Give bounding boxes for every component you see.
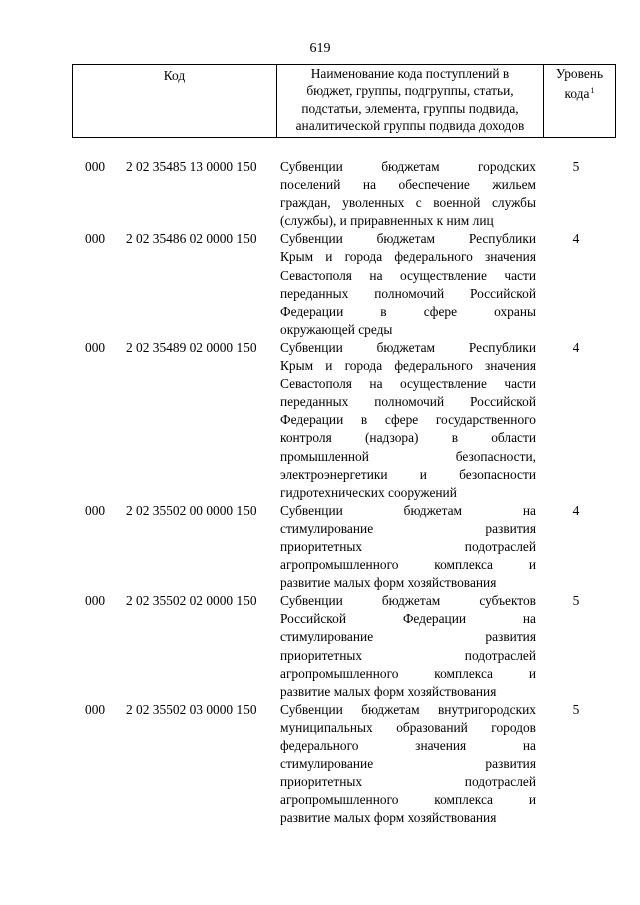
code-level: 5 — [572, 593, 580, 609]
code-level: 5 — [572, 701, 580, 717]
header-name-line: бюджет, группы, подгруппы, статьи, — [306, 83, 514, 99]
revenue-name-line: электроэнергетики и безопасности — [280, 466, 536, 482]
revenue-name-line: гидротехнических сооружений — [280, 484, 457, 500]
revenue-name-line: развитие малых форм хозяйствования — [280, 810, 497, 826]
table-row — [0, 502, 640, 592]
revenue-name-line: окружающей среды — [280, 321, 393, 337]
revenue-name-line: развитие малых форм хозяйствования — [280, 683, 497, 699]
revenue-name — [280, 502, 536, 592]
revenue-code: 2 02 35502 03 0000 150 — [126, 701, 257, 717]
page-number: 619 — [309, 41, 331, 56]
admin-code: 000 — [85, 593, 106, 609]
code-level: 4 — [572, 502, 580, 518]
table-body — [0, 158, 640, 827]
header-name-line: Наименование кода поступлений в — [310, 66, 510, 81]
revenue-code: 2 02 35485 13 0000 150 — [126, 159, 257, 174]
revenue-name-line: Субвенции бюджетам Республики — [280, 231, 536, 247]
header-name — [277, 65, 544, 138]
revenue-name-line: Субвенции бюджетам городских — [280, 159, 536, 174]
revenue-code: 2 02 35486 02 0000 150 — [126, 231, 257, 247]
revenue-name — [280, 230, 536, 339]
revenue-name-line: промышленной безопасности, — [280, 448, 536, 464]
revenue-code: 2 02 35502 00 0000 150 — [126, 502, 257, 518]
revenue-name — [280, 701, 536, 828]
code-level: 4 — [572, 231, 580, 247]
revenue-name-line: граждан, уволенных с военной службы — [280, 195, 536, 211]
revenue-name-line: муниципальных образований городов — [280, 719, 536, 735]
header-code — [73, 65, 277, 138]
revenue-name-line: (службы), и приравненных к ним лиц — [280, 213, 494, 229]
footnote-marker: 1 — [590, 86, 595, 96]
table-row — [0, 158, 640, 230]
code-level: 4 — [572, 339, 580, 355]
revenue-name-line: Субвенции бюджетам внутригородских — [280, 701, 536, 717]
admin-code: 000 — [85, 701, 106, 717]
revenue-name-line: приоритетных подотраслей — [280, 774, 536, 790]
revenue-name-line: федерального значения на — [280, 738, 536, 753]
code-level: 5 — [572, 159, 580, 174]
header-level — [544, 65, 616, 138]
revenue-code: 2 02 35489 02 0000 150 — [126, 339, 257, 355]
revenue-name-line: Субвенции бюджетам на — [280, 502, 536, 518]
revenue-name-line: стимулирование развития — [280, 756, 536, 772]
revenue-name-line: Севастополя на осуществление части — [280, 267, 536, 283]
admin-code: 000 — [85, 231, 106, 247]
revenue-name-line: Севастополя на осуществление части — [280, 376, 536, 392]
revenue-name-line: Федерации в сфере охраны — [280, 303, 536, 319]
revenue-name — [280, 158, 536, 230]
revenue-name-line: агропромышленного комплекса и — [280, 792, 536, 808]
header-name-line: аналитической группы подвида доходов — [295, 118, 525, 134]
header-code-label: Код — [163, 68, 186, 83]
revenue-code: 2 02 35502 02 0000 150 — [126, 593, 257, 609]
table-row — [0, 230, 640, 339]
revenue-name-line: агропромышленного комплекса и — [280, 665, 536, 681]
table-row — [0, 701, 640, 828]
table-row — [0, 339, 640, 502]
revenue-name-line: приоритетных подотраслей — [280, 647, 536, 663]
header-level-line: Уровень — [555, 66, 604, 81]
table-header — [72, 64, 616, 138]
admin-code: 000 — [85, 159, 106, 174]
revenue-name-line: Крым и города федерального значения — [280, 249, 536, 265]
revenue-name-line: Субвенции бюджетам субъектов — [280, 593, 536, 609]
admin-code: 000 — [85, 502, 106, 518]
revenue-name-line: поселений на обеспечение жильем — [280, 177, 536, 193]
revenue-name — [280, 339, 536, 502]
revenue-name-line: стимулирование развития — [280, 520, 536, 536]
revenue-name-line: развитие малых форм хозяйствования — [280, 575, 497, 591]
admin-code: 000 — [85, 339, 106, 355]
revenue-name-line: переданных полномочий Российской — [280, 394, 536, 410]
revenue-name — [280, 592, 536, 701]
revenue-name-line: контроля (надзора) в области — [280, 430, 536, 446]
revenue-name-line: стимулирование развития — [280, 629, 536, 645]
table-row — [0, 592, 640, 701]
revenue-name-line: приоритетных подотраслей — [280, 538, 536, 554]
header-name-line: подстатьи, элемента, группы подвида, — [301, 100, 519, 116]
revenue-name-line: агропромышленного комплекса и — [280, 557, 536, 573]
revenue-name-line: переданных полномочий Российской — [280, 285, 536, 301]
revenue-name-line: Крым и города федерального значения — [280, 358, 536, 374]
revenue-name-line: Субвенции бюджетам Республики — [280, 339, 536, 355]
revenue-name-line: Российской Федерации на — [280, 611, 536, 627]
revenue-name-line: Федерации в сфере государственного — [280, 412, 536, 428]
header-level-line: кода — [564, 86, 590, 102]
